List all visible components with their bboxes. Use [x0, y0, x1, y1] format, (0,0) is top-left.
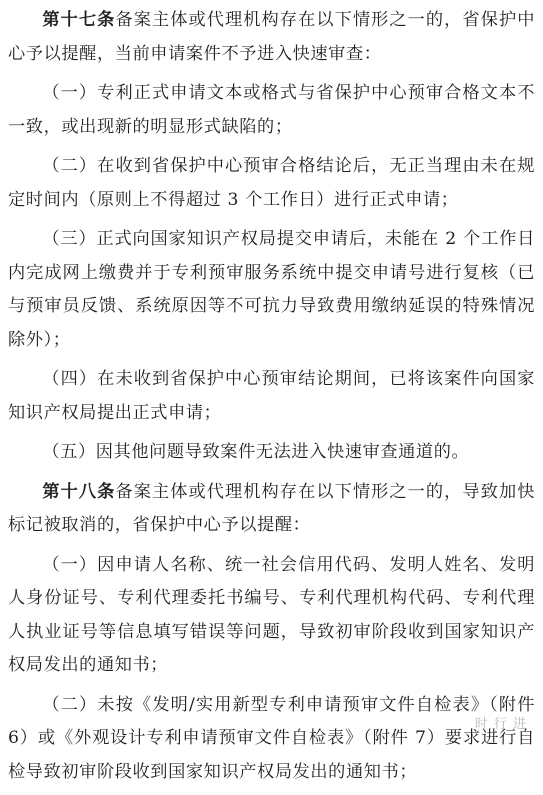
article-17-number: 第十七条 [42, 10, 116, 30]
article-17-item-4: （四）在未收到省保护中心预审结论期间，已将该案件向国家知识产权局提出正式申请； [8, 369, 535, 423]
watermark: 时 行 进 [474, 717, 527, 732]
document-body [8, 4, 535, 795]
article-18-item-1: （一）因申请人名称、统一社会信用代码、发明人姓名、发明人身份证号、专利代理委托书编号、专利代理机构代码、专利代理人执业证号等信息填写错误等问题，导致初审阶段收到国家知识产权局发出的通知书； [8, 554, 535, 675]
article-18-intro [8, 476, 535, 543]
article-17-item-2: （二）在收到省保护中心预审合格结论后，无正当理由未在规定时间内（原则上不得超过 3 个工作日）进行正式申请； [8, 156, 535, 210]
article-18-item-2: （二）未按《发明/实用新型专利申请预审文件自检表》（附件 6）或《外观设计专利申请预审文件自检表》（附件 7）要求进行自检导致初审阶段收到国家知识产权局发出的通知书； [8, 694, 535, 782]
article-18-number: 第十八条 [42, 481, 116, 502]
article-18-intro-text: 备案主体或代理机构存在以下情形之一的，导致加快标记被取消的，省保护中心予以提醒： [8, 481, 535, 535]
article-17-item-3: （三）正式向国家知识产权局提交申请后，未能在 2 个工作日内完成网上缴费并于专利预审服务系统中提交申请号进行复核（已与预审员反馈、系统原因等不可抗力导致费用缴纳延误的特殊情况除外）； [8, 229, 535, 350]
article-17-intro-text: 备案主体或代理机构存在以下情形之一的，省保护中心予以提醒，当前申请案件不予进入快速审查： [8, 10, 535, 64]
article-17-intro [8, 4, 535, 71]
article-17-item-5: （五）因其他问题导致案件无法进入快速审查通道的。 [42, 442, 470, 462]
article-17-item-1: （一）专利正式申请文本或格式与省保护中心预审合格文本不一致，或出现新的明显形式缺陷的； [8, 83, 535, 137]
